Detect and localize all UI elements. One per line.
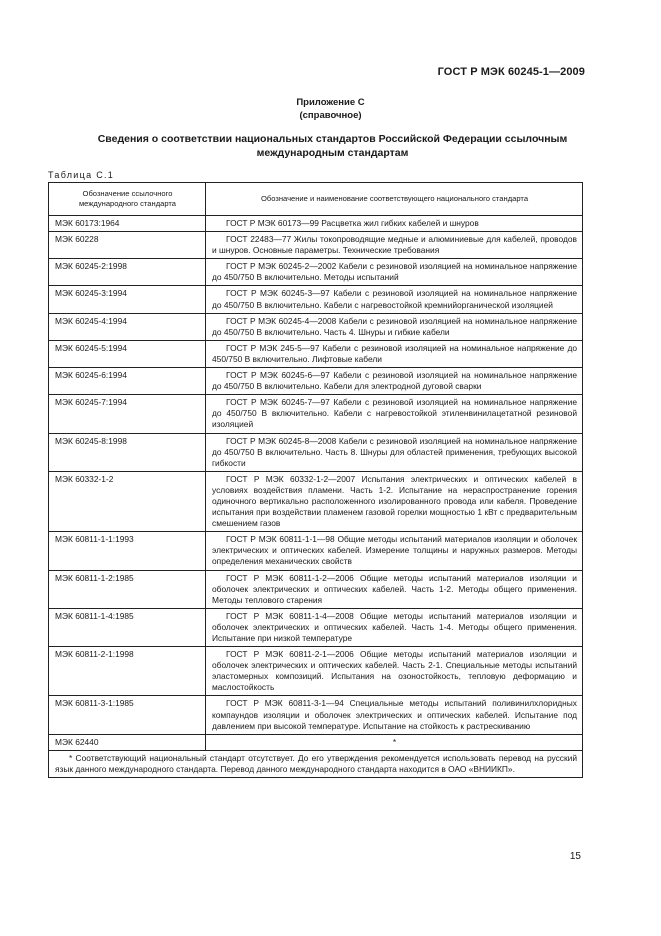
table-label: Таблица С.1	[48, 170, 115, 180]
row-code: МЭК 60173:1964	[49, 216, 206, 232]
table-row	[49, 395, 583, 433]
row-description	[206, 286, 583, 313]
table-row	[49, 532, 583, 570]
row-description-text: ГОСТ Р МЭК 60811-3-1—94 Специальные методы испытаний поливинилхлоридных компаундов изоляции и оболочек электрических и оптических кабелей. Испытание под давлением при высокой температуре. Испытание на стойкость к растрескиванию	[212, 698, 577, 731]
row-description	[206, 471, 583, 531]
row-code: МЭК 60811-1-4:1985	[49, 608, 206, 646]
row-description-text: ГОСТ Р МЭК 60811-2-1—2006 Общие методы испытаний материалов изоляции и оболочек электрических и оптических кабелей. Часть 2-1. Специальные методы испытаний эластомерных композиций. Испытания на озоностойкость, тепловую деформацию и маслостойкость	[212, 649, 577, 693]
table-row	[49, 696, 583, 734]
column-header-national: Обозначение и наименование соответствующего национального стандарта	[206, 183, 583, 216]
row-description	[206, 570, 583, 608]
row-code: МЭК 60245-8:1998	[49, 433, 206, 471]
row-description	[206, 313, 583, 340]
annex-subtitle: (справочное)	[299, 110, 362, 121]
row-code: МЭК 60811-3-1:1985	[49, 696, 206, 734]
row-description-text: ГОСТ Р МЭК 60245-3—97 Кабели с резиновой изоляцией на номинальное напряжение до 450/750 В включительно. Кабели с нагревостойкой кремнийорганической изоляцией	[212, 288, 577, 310]
row-code: МЭК 60245-4:1994	[49, 313, 206, 340]
row-description-text: ГОСТ Р МЭК 60245-2—2002 Кабели с резиновой изоляцией на номинальное напряжение до 450/750 В включительно. Методы испытаний	[212, 261, 577, 283]
row-code: МЭК 60811-1-1:1993	[49, 532, 206, 570]
row-description	[206, 368, 583, 395]
column-header-international: Обозначение ссылочного международного стандарта	[49, 183, 206, 216]
table-row	[49, 313, 583, 340]
row-code: МЭК 60811-1-2:1985	[49, 570, 206, 608]
row-code: МЭК 60245-5:1994	[49, 340, 206, 367]
table-row	[49, 259, 583, 286]
table-row	[49, 570, 583, 608]
page-number: 15	[569, 851, 581, 862]
table-header-row	[49, 183, 583, 216]
table-row	[49, 433, 583, 471]
row-code: МЭК 62440	[49, 734, 206, 750]
annex-title: Приложение С	[296, 97, 365, 108]
row-description	[206, 532, 583, 570]
standards-table	[48, 182, 583, 778]
row-description-text: ГОСТ Р МЭК 60245-4—2008 Кабели с резиновой изоляцией на номинальное напряжение до 450/750 В включительно. Часть 4. Шнуры и гибкие кабели	[212, 315, 577, 337]
table-row	[49, 216, 583, 232]
table-row	[49, 232, 583, 259]
row-description-text: ГОСТ Р МЭК 60811-1-4—2008 Общие методы испытаний материалов изоляции и оболочек электрических и оптических кабелей. Часть 1-4. Методы общего применения. Испытание при низкой температуре	[212, 610, 577, 643]
document-code: ГОСТ Р МЭК 60245-1—2009	[437, 66, 585, 78]
section-title: Сведения о соответствии национальных стандартов Российской Федерации ссылочным международным стандартам	[97, 133, 568, 159]
row-description	[206, 608, 583, 646]
row-description	[206, 216, 583, 232]
row-description-text: ГОСТ Р МЭК 245-5—97 Кабели с резиновой изоляцией на номинальное напряжение до 450/750 В включительно. Лифтовые кабели	[212, 342, 577, 364]
row-code: МЭК 60811-2-1:1998	[49, 647, 206, 696]
row-description-absent-marker: *	[206, 734, 583, 750]
row-code: МЭК 60245-2:1998	[49, 259, 206, 286]
row-description-text: ГОСТ 22483—77 Жилы токопроводящие медные и алюминиевые для кабелей, проводов и шнуров. Основные параметры. Технические требования	[212, 234, 577, 256]
table-footnote-row	[49, 750, 583, 777]
table-row	[49, 471, 583, 531]
row-description	[206, 259, 583, 286]
row-description-text: ГОСТ Р МЭК 60173—99 Расцветка жил гибких кабелей и шнуров	[226, 218, 479, 228]
table-row	[49, 734, 583, 750]
table-row	[49, 608, 583, 646]
annex-heading	[0, 96, 661, 122]
row-code: МЭК 60245-7:1994	[49, 395, 206, 433]
row-description	[206, 232, 583, 259]
row-code: МЭК 60332-1-2	[49, 471, 206, 531]
row-description-text: ГОСТ Р МЭК 60811-1-1—98 Общие методы испытаний материалов изоляции и оболочек электрических и оптических кабелей. Измерение толщины и наружных размеров. Методы определения механических свойств	[212, 534, 577, 567]
table-row	[49, 368, 583, 395]
row-description-text: ГОСТ Р МЭК 60332-1-2—2007 Испытания электрических и оптических кабелей в условиях воздействия пламени. Часть 1-2. Испытание на нераспространение горения одиночного вертикально расположенного изолированного провода или кабеля. Проведение испытания при воздействии пламенем газовой горелки мощностью 1 кВт с предварительным смешением газов	[212, 473, 577, 529]
row-description-text: ГОСТ Р МЭК 60245-7—97 Кабели с резиновой изоляцией на номинальное напряжение до 450/750 В включительно. Кабели с нагревостойкой этиленвинилацетатной резиновой изоляцией	[212, 397, 577, 430]
table-row	[49, 340, 583, 367]
row-description-text: ГОСТ Р МЭК 60811-1-2—2006 Общие методы испытаний материалов изоляции и оболочек электрических и оптических кабелей. Часть 1-2. Методы общего применения. Методы теплового старения	[212, 572, 577, 605]
row-description-text: ГОСТ Р МЭК 60245-8—2008 Кабели с резиновой изоляцией на номинальное напряжение до 450/750 В включительно. Часть 8. Шнуры для областей применения, требующих высокой гибкости	[212, 435, 577, 468]
row-description	[206, 433, 583, 471]
row-description	[206, 696, 583, 734]
row-code: МЭК 60228	[49, 232, 206, 259]
row-description	[206, 647, 583, 696]
row-description	[206, 340, 583, 367]
table-footnote	[49, 750, 583, 777]
row-code: МЭК 60245-3:1994	[49, 286, 206, 313]
row-description	[206, 395, 583, 433]
table-footnote-text: * Соответствующий национальный стандарт отсутствует. До его утверждения рекомендуется использовать перевод на русский язык данного международного стандарта. Перевод данного международного стандарта находится в ОАО «ВНИИКП».	[55, 752, 577, 774]
row-description-text: ГОСТ Р МЭК 60245-6—97 Кабели с резиновой изоляцией на номинальное напряжение до 450/750 В включительно. Кабели для электродной дуговой сварки	[212, 370, 577, 392]
row-code: МЭК 60245-6:1994	[49, 368, 206, 395]
table-row	[49, 647, 583, 696]
table-row	[49, 286, 583, 313]
